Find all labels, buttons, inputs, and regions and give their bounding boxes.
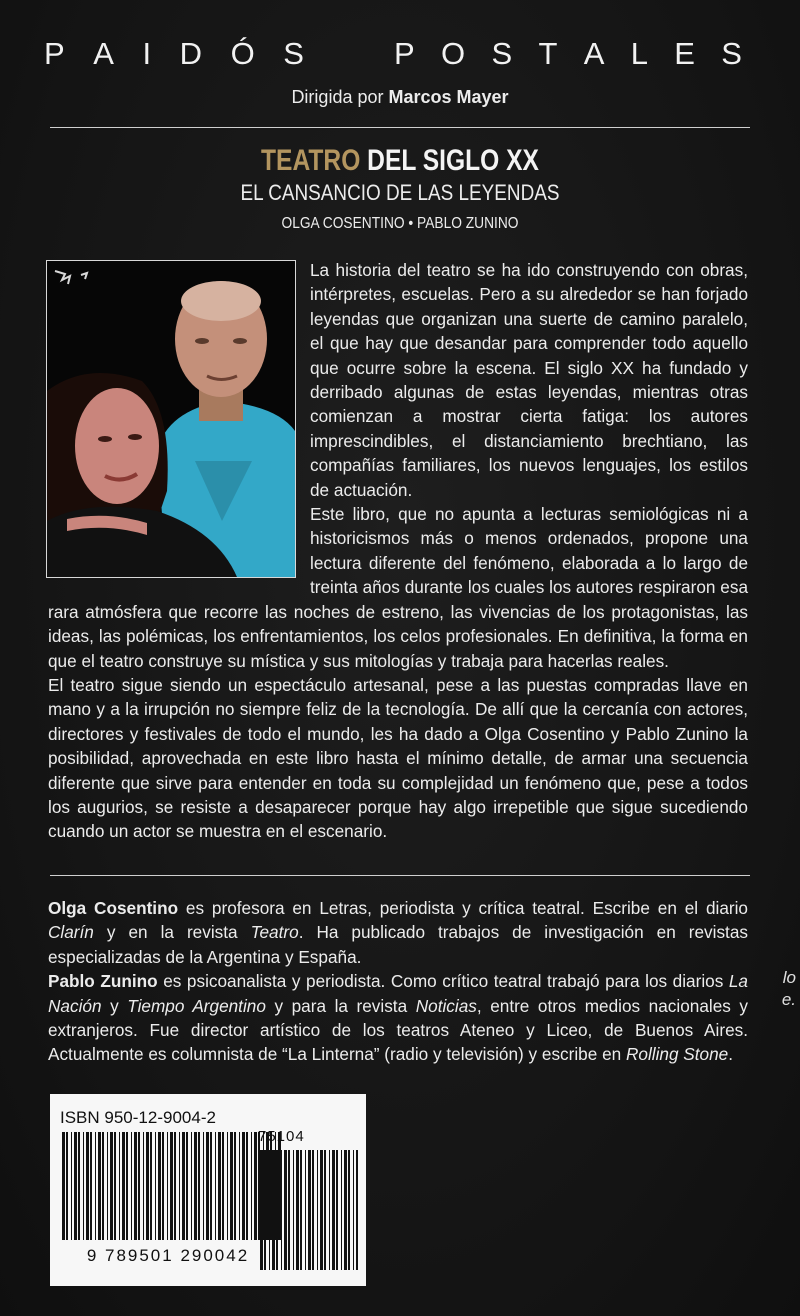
barcode-bar xyxy=(158,1132,161,1240)
barcode-bar xyxy=(182,1132,185,1240)
series-letter: S xyxy=(721,36,744,71)
barcode-panel xyxy=(50,1094,366,1286)
series-letter: Ó xyxy=(230,36,257,71)
photo-spacer xyxy=(48,258,310,588)
barcode-bar xyxy=(191,1132,192,1240)
barcode-bar xyxy=(317,1150,318,1270)
bio-pablo-text-2: y xyxy=(101,995,128,1016)
series-director xyxy=(0,87,800,108)
series-letter: L xyxy=(630,36,650,71)
barcode-bar xyxy=(239,1132,240,1240)
barcode-bar xyxy=(324,1150,326,1270)
director-name: Marcos Mayer xyxy=(388,87,509,107)
barcode-bar xyxy=(95,1132,96,1240)
blurb-paragraph-1: La historia del teatro se ha ido construyendo con obras, intérpretes, escuelas. Pero a su alrededor se han forjado leyendas que organizan una suerte de camino paralelo, el que hay que desandar para comprender todo aquello que ocurre sobre la escena. El siglo XX ha fundado y derribado algunas de estas leyendas, mientras otras comienzan a mostrar cierta fatiga: los autores imprescindibles, el distanciamiento brechtiano, las compañías familiares, los nuevos lenguajes, los estilos de actuación. xyxy=(310,260,748,500)
edge-note-1: lo xyxy=(782,968,796,987)
series-name xyxy=(44,36,744,72)
bio-pablo-noticias: Noticias xyxy=(415,995,477,1016)
barcode-bar xyxy=(263,1132,264,1240)
series-word-postales xyxy=(394,36,744,72)
series-letter: S xyxy=(283,36,306,71)
barcode-bar xyxy=(266,1132,269,1240)
barcode-bar xyxy=(227,1132,228,1240)
barcode-bar xyxy=(246,1132,248,1240)
book-title xyxy=(72,144,728,178)
barcode-bar xyxy=(230,1132,233,1240)
barcode-addon-number: 75104 xyxy=(258,1128,305,1145)
bio-pablo-rolling-stone: Rolling Stone xyxy=(625,1044,729,1065)
barcode-bar xyxy=(305,1150,306,1270)
series-letter: S xyxy=(491,36,515,71)
series-letter: P xyxy=(394,36,417,71)
bio-pablo-la-nacion: La Nación xyxy=(48,971,748,1016)
book-authors: OLGA COSENTINO • PABLO ZUNINO xyxy=(281,215,519,232)
barcode-bar xyxy=(83,1132,84,1240)
isbn-number: ISBN 950-12-9004-2 xyxy=(60,1108,216,1127)
barcode-bar xyxy=(90,1132,92,1240)
bio-pablo-text-4: , entre otros medios nacionales y extranjeros. Fue director artístico de los teatros Ateneo y Liceo, de Buenos Aires. Actualmente es columnista de “La Linterna” (radio y televisión) y escribe en xyxy=(48,995,749,1065)
title-part-teatro: TEATRO xyxy=(261,144,361,177)
barcode-bar xyxy=(348,1150,350,1270)
barcode-bar xyxy=(86,1132,89,1240)
series-letter: P xyxy=(44,36,67,71)
bio-olga-text-1: es profesora en Letras, periodista y crítica teatral. Escribe en el diario xyxy=(178,898,748,918)
barcode-bar xyxy=(174,1132,176,1240)
barcode-bar xyxy=(308,1150,311,1270)
barcode-bar xyxy=(258,1132,260,1240)
barcode-bar xyxy=(356,1150,358,1270)
title-part-siglo: DEL SIGLO XX xyxy=(367,144,539,177)
barcode-bar xyxy=(341,1150,342,1270)
barcode-bar xyxy=(215,1132,216,1240)
barcode-bar xyxy=(234,1132,236,1240)
barcode-bar xyxy=(167,1132,168,1240)
series-letter: I xyxy=(142,36,154,71)
barcode-bar xyxy=(62,1132,65,1240)
barcode-bar xyxy=(78,1132,80,1240)
barcode-bar xyxy=(353,1150,354,1270)
barcode-bar xyxy=(114,1132,116,1240)
blurb-paragraph-3: El teatro sigue siendo un espectáculo artesanal, pese a las puestas compradas llave en mano y a la irrupción no siempre feliz de la tecnología. De allí que la cercanía con actores, directores y festivales de todo el mundo, les ha dado a Olga Cosentino y Pablo Zunino la posibilidad, aprovechada en este libro hasta el mínimo detalle, de armar una secuencia diferente que sirve para entender en toda su complejidad un fenómeno que, pese a todos los augurios, se resiste a desaparecer porque hay algo irrepetible que sigue sucediendo cuando un actor se muestra en el escenario. xyxy=(48,674,748,842)
barcode-bar xyxy=(254,1132,257,1240)
barcode-bar xyxy=(251,1132,252,1240)
barcode-bar xyxy=(242,1132,245,1240)
series-word-paidos xyxy=(44,36,306,72)
bio-olga-text-2: y en la revista xyxy=(93,922,251,943)
barcode-bar xyxy=(194,1132,197,1240)
barcode-bar xyxy=(102,1132,104,1240)
barcode-bar xyxy=(186,1132,188,1240)
barcode-bar xyxy=(170,1132,173,1240)
barcode-bar xyxy=(278,1132,281,1240)
barcode-bar xyxy=(119,1132,120,1240)
bio-olga-name: Olga Cosentino xyxy=(48,898,179,918)
barcode-bar xyxy=(138,1132,140,1240)
series-letter: T xyxy=(538,36,560,71)
barcode-bar xyxy=(270,1132,272,1240)
barcode-bar xyxy=(74,1132,77,1240)
blurb-paragraph-2: Este libro, que no apunta a lecturas semiológicas ni a historicismos más o menos ordenados, propone una lectura diferente del fenómeno, elaborada a lo largo de treinta años durante los cuales los autores respiraron esa rara atmósfera que recorre las noches de estreno, las vivencias de los protagonistas, las ideas, las polémicas, los enfrentamientos, los celos profesionales. En definitiva, la forma en que el teatro construye su mística y sus mitologías y trabaja para hacerlas reales. xyxy=(48,504,748,671)
barcode-bar xyxy=(332,1150,335,1270)
director-prefix: Dirigida por xyxy=(291,87,384,107)
bio-olga-text-3: . Ha publicado trabajos de investigación en revistas especializadas de la Argentina y España. xyxy=(48,922,748,967)
barcode-bar xyxy=(134,1132,137,1240)
bio-pablo-text-5: . xyxy=(728,1044,734,1065)
bio-olga xyxy=(48,896,748,969)
series-letter: D xyxy=(179,36,205,71)
barcode-bar xyxy=(293,1150,294,1270)
barcode-bar xyxy=(143,1132,144,1240)
barcode-bar xyxy=(300,1150,302,1270)
barcode-bar xyxy=(146,1132,149,1240)
header-divider xyxy=(50,127,750,128)
barcode-bar xyxy=(150,1132,152,1240)
barcode-bar xyxy=(162,1132,164,1240)
series-letter: E xyxy=(674,36,697,71)
bio-pablo-text-1: es psicoanalista y periodista. Como crítico teatral trabajó para los diarios xyxy=(157,971,729,992)
ean-number: 9 789501 290042 xyxy=(86,1246,250,1265)
barcode-bar xyxy=(275,1132,276,1240)
barcode-bar xyxy=(296,1150,299,1270)
barcode-bar xyxy=(179,1132,180,1240)
barcode-bar xyxy=(198,1132,200,1240)
barcode-bar xyxy=(66,1132,68,1240)
bio-olga-clarin: Clarín xyxy=(48,922,94,943)
bio-pablo-tiempo-argentino: Tiempo Argentino xyxy=(127,995,266,1016)
book-subtitle: EL CANSANCIO DE LAS LEYENDAS xyxy=(240,180,560,205)
barcode-bar xyxy=(344,1150,347,1270)
barcode-bar xyxy=(288,1150,290,1270)
barcode-bar xyxy=(107,1132,108,1240)
blurb xyxy=(48,258,748,844)
bio-olga-teatro: Teatro xyxy=(250,922,299,943)
barcode-bar xyxy=(336,1150,338,1270)
series-letter: A xyxy=(93,36,116,71)
barcode-bar xyxy=(122,1132,125,1240)
barcode-bar xyxy=(155,1132,156,1240)
barcode-bar xyxy=(126,1132,128,1240)
barcode-bar xyxy=(131,1132,132,1240)
barcode-bar xyxy=(329,1150,330,1270)
bio-pablo-name: Pablo Zunino xyxy=(48,971,158,992)
barcode-bar xyxy=(71,1132,72,1240)
series-letter: O xyxy=(441,36,468,71)
bio-pablo xyxy=(48,969,748,1067)
barcode-bar xyxy=(210,1132,212,1240)
series-letter: A xyxy=(583,36,607,71)
bio-divider xyxy=(50,875,750,876)
barcode-bar xyxy=(203,1132,204,1240)
barcode-bar xyxy=(218,1132,221,1240)
bio-pablo-text-3: y para la revista xyxy=(265,995,416,1016)
barcode-bar xyxy=(312,1150,314,1270)
barcode-bar xyxy=(110,1132,113,1240)
barcode-bar xyxy=(98,1132,101,1240)
barcode-bar xyxy=(222,1132,224,1240)
barcode-bar xyxy=(206,1132,209,1240)
author-bios xyxy=(48,896,748,1067)
barcode-bar xyxy=(320,1150,323,1270)
edge-note-2: e. xyxy=(781,990,796,1009)
